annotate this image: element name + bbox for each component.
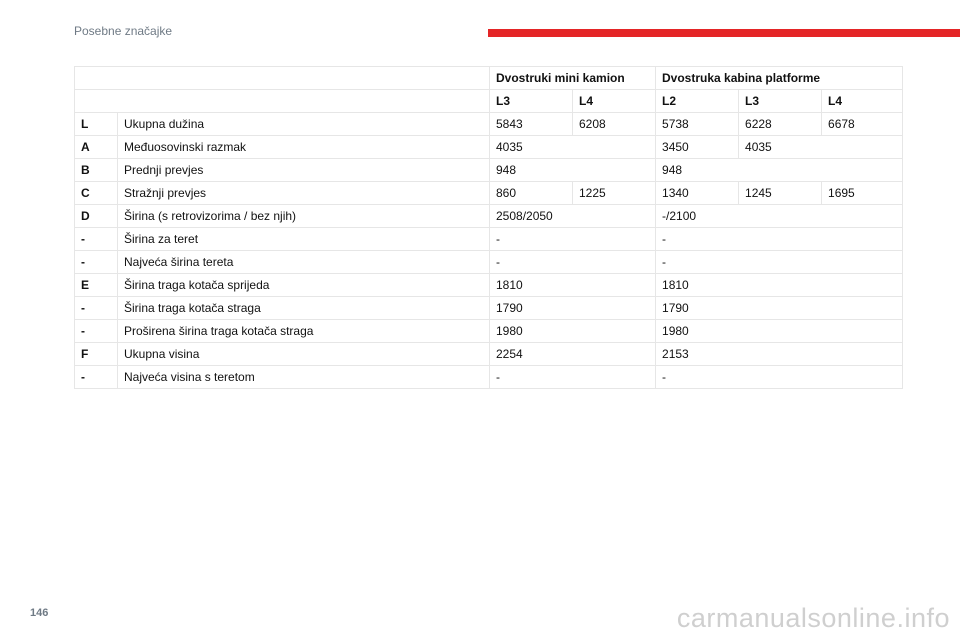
row-value: 948 [490,159,656,182]
row-label: Ukupna dužina [118,113,490,136]
row-code: L [75,113,118,136]
row-label: Najveća visina s teretom [118,366,490,389]
row-value: 6228 [739,113,822,136]
table-row [75,113,903,136]
row-code: F [75,343,118,366]
empty-subheader-cell [75,90,490,113]
row-value: - [490,366,656,389]
section-title: Posebne značajke [74,24,173,38]
row-label: Ukupna visina [118,343,490,366]
row-label: Međuosovinski razmak [118,136,490,159]
row-value: - [490,251,656,274]
row-code: C [75,182,118,205]
row-value: 1790 [490,297,656,320]
row-value: 2508/2050 [490,205,656,228]
row-label: Širina za teret [118,228,490,251]
row-value: 1810 [656,274,903,297]
table-row [75,251,903,274]
subheader-l4: L4 [573,90,656,113]
row-value: 1340 [656,182,739,205]
page-number: 146 [30,607,49,619]
table-body [75,113,903,389]
row-label: Širina (s retrovizorima / bez njih) [118,205,490,228]
row-value: - [656,366,903,389]
row-value: - [490,228,656,251]
row-label: Širina traga kotača sprijeda [118,274,490,297]
row-code: - [75,228,118,251]
table-row [75,320,903,343]
row-value: 1225 [573,182,656,205]
table-row [75,228,903,251]
row-code: - [75,366,118,389]
dimensions-table [74,66,903,389]
row-code: A [75,136,118,159]
row-value: 3450 [656,136,739,159]
group-header-mini-truck: Dvostruki mini kamion [490,67,656,90]
group-header-platform-cab: Dvostruka kabina platforme [656,67,903,90]
row-value: 948 [656,159,903,182]
row-value: 1790 [656,297,903,320]
table-row [75,343,903,366]
row-value: 1245 [739,182,822,205]
table-subheader-row [75,90,903,113]
row-label: Stražnji prevjes [118,182,490,205]
row-value: 6678 [822,113,903,136]
row-code: E [75,274,118,297]
row-label: Proširena širina traga kotača straga [118,320,490,343]
table-row [75,136,903,159]
row-value: 4035 [490,136,656,159]
watermark: carmanualsonline.info [676,603,950,633]
row-value: 1695 [822,182,903,205]
row-value: - [656,228,903,251]
subheader-l4: L4 [822,90,903,113]
table-row [75,182,903,205]
row-code: D [75,205,118,228]
row-value: 4035 [739,136,903,159]
subheader-l3: L3 [739,90,822,113]
row-value: 5843 [490,113,573,136]
subheader-l2: L2 [656,90,739,113]
table-row [75,274,903,297]
row-label: Prednji prevjes [118,159,490,182]
row-value: 2254 [490,343,656,366]
row-value: -/2100 [656,205,903,228]
row-code: - [75,320,118,343]
row-value: 860 [490,182,573,205]
row-value: 1980 [490,320,656,343]
row-value: - [656,251,903,274]
subheader-l3: L3 [490,90,573,113]
row-label: Širina traga kotača straga [118,297,490,320]
table-header-row [75,67,903,90]
table-row [75,205,903,228]
row-code: - [75,297,118,320]
table-row [75,297,903,320]
empty-header-cell [75,67,490,90]
row-value: 6208 [573,113,656,136]
section-accent-bar [488,29,960,37]
row-value: 2153 [656,343,903,366]
row-value: 5738 [656,113,739,136]
row-code: B [75,159,118,182]
row-value: 1810 [490,274,656,297]
table-row [75,366,903,389]
row-label: Najveća širina tereta [118,251,490,274]
row-code: - [75,251,118,274]
table-row [75,159,903,182]
row-value: 1980 [656,320,903,343]
